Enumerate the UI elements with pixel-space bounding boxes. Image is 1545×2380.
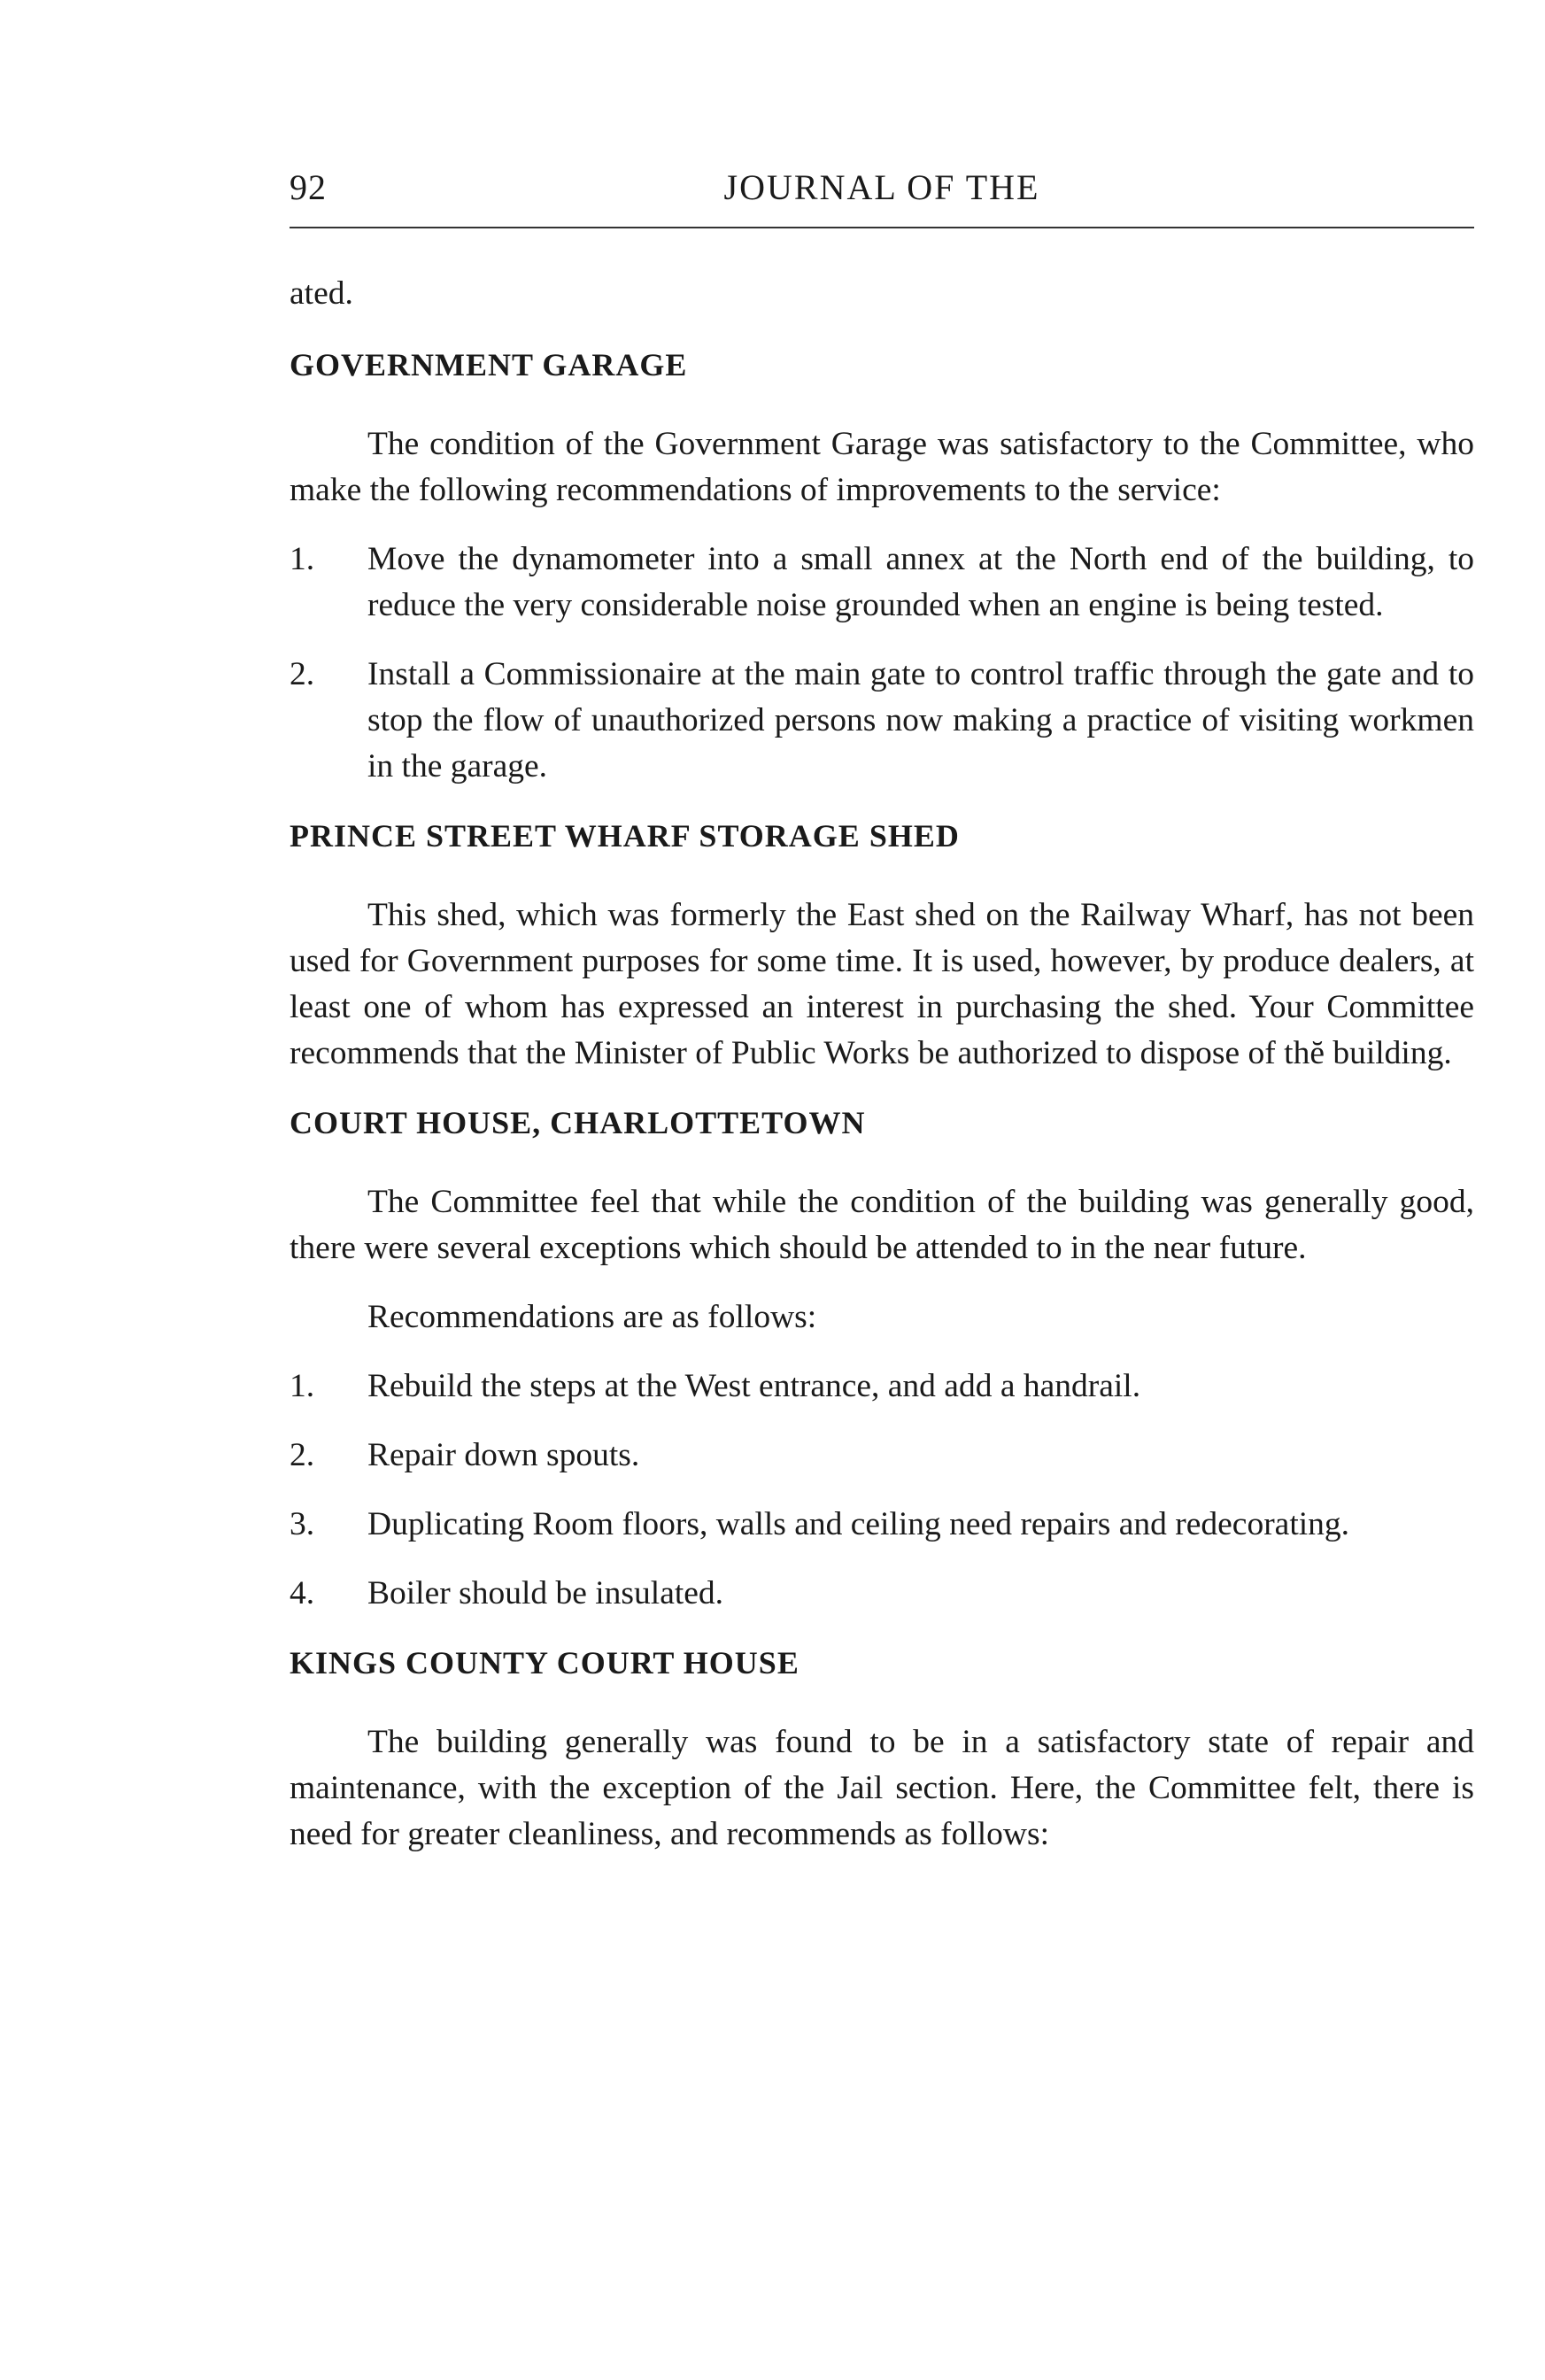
recommendations-label: Recommendations are as follows:	[367, 1299, 817, 1335]
garage-intro-paragraph: The condition of the Government Garage was satisfactory to the Committee, who make the following recommendations of improvements to the service:	[290, 426, 1474, 508]
list-item-number: 4.	[290, 1575, 315, 1611]
list-item-text: Repair down spouts.	[367, 1437, 640, 1473]
wharf-paragraph: This shed, which was formerly the East shed on the Railway Wharf, has not been used for Government purposes for some time. It is used, however, by produce dealers, at least one of whom has expressed an interest in purchasing the shed. Your Committee recommends that the Minister of Public Works be authorized to dispose of thĕ building.	[290, 897, 1474, 1071]
list-item-text: Boiler should be insulated.	[367, 1575, 724, 1611]
court-house-paragraph: The Committee feel that while the condition of the building was generally good, there were several exceptions which should be attended to in the near future.	[290, 1184, 1474, 1266]
garage-list-item	[290, 652, 1474, 790]
list-item-number: 2.	[290, 1437, 315, 1473]
court-house-list-item	[290, 1502, 1474, 1548]
list-item-number: 1.	[290, 541, 315, 577]
list-item-number: 1.	[290, 1368, 315, 1404]
court-house-list-item	[290, 1364, 1474, 1410]
page-number: 92	[290, 167, 327, 207]
header-rule	[290, 227, 1474, 228]
court-house-list-item	[290, 1433, 1474, 1479]
section-heading-court-house-charlottetown: COURT HOUSE, CHARLOTTETOWN	[290, 1105, 866, 1140]
journal-title: JOURNAL OF THE	[723, 167, 1040, 207]
list-item-number: 2.	[290, 656, 315, 692]
section-heading-government-garage: GOVERNMENT GARAGE	[290, 347, 688, 382]
court-house-list-item	[290, 1571, 1474, 1617]
kings-county-paragraph: The building generally was found to be in a satisfactory state of repair and maintenance, with the exception of the Jail section. Here, the Committee felt, there is need for greater cleanliness, and recommends as follows:	[290, 1724, 1474, 1852]
section-heading-wharf-storage-shed: PRINCE STREET WHARF STORAGE SHED	[290, 818, 960, 854]
list-item-number: 3.	[290, 1506, 315, 1542]
running-head	[290, 166, 1474, 220]
section-heading-kings-county-court-house: KINGS COUNTY COURT HOUSE	[290, 1645, 800, 1681]
page-body	[290, 271, 1474, 1881]
list-item-text: Move the dynamometer into a small annex at the North end of the building, to reduce the very considerable noise grounded when an engine is being tested.	[367, 541, 1474, 623]
continuation-text: ated.	[290, 275, 353, 312]
list-item-text: Duplicating Room floors, walls and ceiling need repairs and redecorating.	[367, 1506, 1350, 1542]
list-item-text: Rebuild the steps at the West entrance, and add a handrail.	[367, 1368, 1141, 1404]
list-item-text: Install a Commissionaire at the main gate to control traffic through the gate and to stop the flow of unauthorized persons now making a practice of visiting workmen in the garage.	[367, 656, 1474, 784]
garage-list-item	[290, 537, 1474, 629]
